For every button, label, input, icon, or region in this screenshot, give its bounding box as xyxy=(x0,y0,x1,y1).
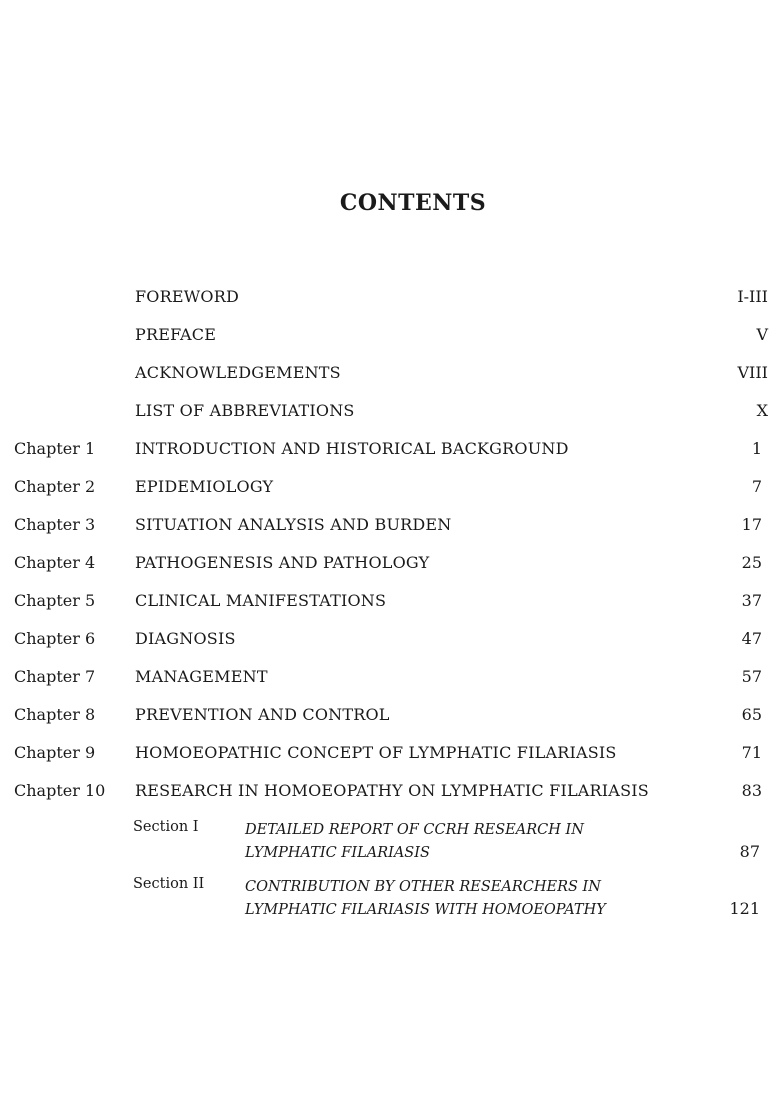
entry-title: INTRODUCTION AND HISTORICAL BACKGROUND xyxy=(135,439,569,458)
entry-page: 47 xyxy=(741,629,762,648)
toc-entry-chapter-5 xyxy=(0,591,780,629)
entry-page: VIII xyxy=(737,363,768,382)
toc-entry-chapter-4 xyxy=(0,553,780,591)
entry-title: EPIDEMIOLOGY xyxy=(135,477,274,496)
entry-page: 71 xyxy=(741,743,762,762)
entry-page: 25 xyxy=(741,553,762,572)
entry-title: LIST OF ABBREVIATIONS xyxy=(135,401,355,420)
entry-title: PREFACE xyxy=(135,325,217,344)
section-page: 121 xyxy=(729,899,760,918)
entry-page: 1 xyxy=(751,439,762,458)
entry-page: V xyxy=(756,325,768,344)
entry-title: RESEARCH IN HOMOEOPATHY ON LYMPHATIC FILARIASIS xyxy=(135,781,649,800)
chapter-label: Chapter 1 xyxy=(14,439,96,458)
toc-entry-foreword xyxy=(0,287,780,325)
chapter-label: Chapter 3 xyxy=(14,515,96,534)
toc-entry-preface xyxy=(0,325,780,363)
chapter-label: Chapter 7 xyxy=(14,667,96,686)
entry-title: HOMOEOPATHIC CONCEPT OF LYMPHATIC FILARIASIS xyxy=(135,743,617,762)
entry-page: 37 xyxy=(741,591,762,610)
toc-entry-chapter-9 xyxy=(0,743,780,781)
entry-title: ACKNOWLEDGEMENTS xyxy=(135,363,341,382)
entry-title: FOREWORD xyxy=(135,287,239,306)
entry-page: 57 xyxy=(741,667,762,686)
toc-entry-chapter-6 xyxy=(0,629,780,667)
section-title xyxy=(245,819,584,865)
chapter-label: Chapter 4 xyxy=(14,553,96,572)
section-page: 87 xyxy=(739,842,760,861)
section-title xyxy=(245,876,606,922)
chapter-label: Chapter 10 xyxy=(14,781,106,800)
toc-entry-abbreviations xyxy=(0,401,780,439)
toc-entry-chapter-7 xyxy=(0,667,780,705)
section-title-line: CONTRIBUTION BY OTHER RESEARCHERS IN xyxy=(245,879,601,895)
table-of-contents xyxy=(0,287,780,819)
entry-title: DIAGNOSIS xyxy=(135,629,236,648)
toc-entry-chapter-10 xyxy=(0,781,780,819)
entry-page: 65 xyxy=(741,705,762,724)
entry-title: CLINICAL MANIFESTATIONS xyxy=(135,591,387,610)
page-title: CONTENTS xyxy=(339,190,487,216)
chapter-label: Chapter 8 xyxy=(14,705,96,724)
entry-page: 83 xyxy=(741,781,762,800)
section-title-line: LYMPHATIC FILARIASIS xyxy=(245,845,430,861)
chapter-label: Chapter 5 xyxy=(14,591,96,610)
entry-page: 7 xyxy=(751,477,762,496)
entry-page: X xyxy=(756,401,768,420)
entry-page: I-III xyxy=(737,287,768,306)
chapter-label: Chapter 9 xyxy=(14,743,96,762)
toc-entry-acknowledgements xyxy=(0,363,780,401)
section-label: Section II xyxy=(133,876,205,892)
toc-entry-chapter-3 xyxy=(0,515,780,553)
entry-title: SITUATION ANALYSIS AND BURDEN xyxy=(135,515,452,534)
toc-entry-chapter-2 xyxy=(0,477,780,515)
chapter-label: Chapter 6 xyxy=(14,629,96,648)
entry-title: PATHOGENESIS AND PATHOLOGY xyxy=(135,553,430,572)
section-title-line: LYMPHATIC FILARIASIS WITH HOMOEOPATHY xyxy=(245,902,606,918)
entry-title: MANAGEMENT xyxy=(135,667,268,686)
entry-title: PREVENTION AND CONTROL xyxy=(135,705,390,724)
toc-entry-chapter-8 xyxy=(0,705,780,743)
section-label: Section I xyxy=(133,819,199,835)
toc-entry-chapter-1 xyxy=(0,439,780,477)
chapter-label: Chapter 2 xyxy=(14,477,96,496)
entry-page: 17 xyxy=(741,515,762,534)
section-title-line: DETAILED REPORT OF CCRH RESEARCH IN xyxy=(245,822,584,838)
